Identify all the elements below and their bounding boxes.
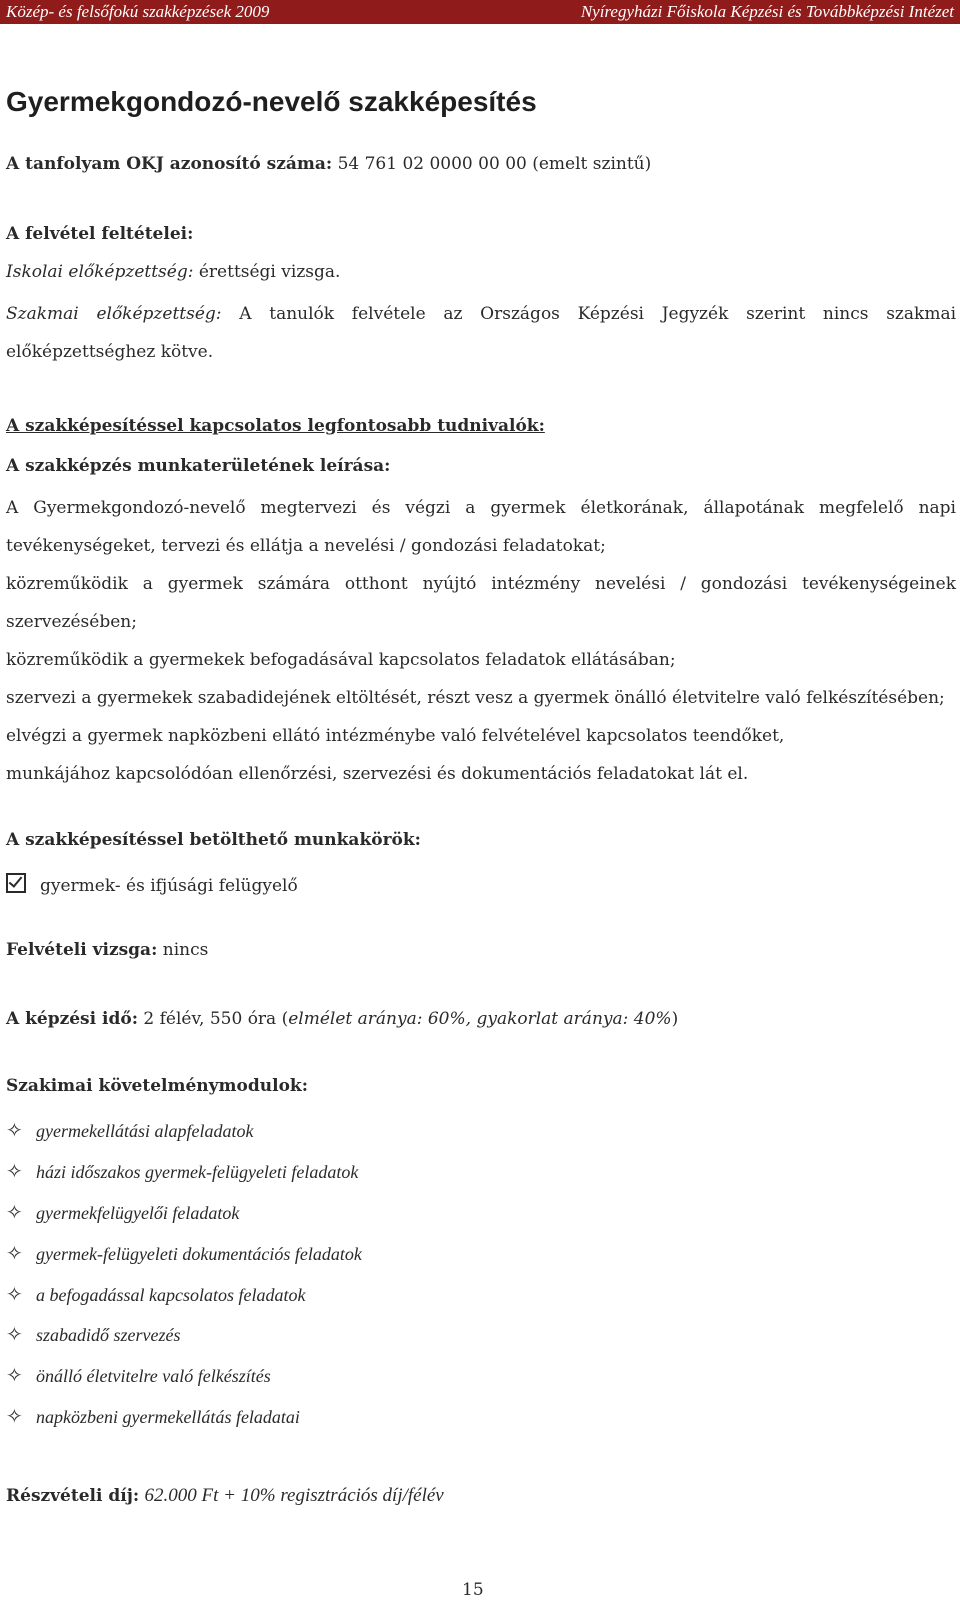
module-label: szabadidő szervezés xyxy=(36,1325,181,1345)
modules-heading: Szakimai követelménymodulok: xyxy=(6,1076,308,1096)
school-line xyxy=(6,262,340,282)
four-point-star-icon: ✧ xyxy=(6,1363,23,1387)
fee-line xyxy=(6,1486,444,1506)
page-number: 15 xyxy=(462,1580,484,1600)
exam-line xyxy=(6,940,208,960)
okj-value: 54 761 02 0000 00 00 (emelt szintű) xyxy=(337,154,652,174)
page-title: Gyermekgondozó-nevelő szakképesítés xyxy=(6,86,537,117)
info-paragraph: A Gyermekgondozó-nevelő megtervezi és végzi a gyermek életkorának, állapotának megfelelő napi tevékenységeket, tervezi és ellátja a nevelési / gondozási feladatokat; xyxy=(6,498,956,556)
duration-close: ) xyxy=(671,1009,679,1029)
module-item xyxy=(6,1118,253,1142)
module-label: gyermekellátási alapfeladatok xyxy=(36,1121,254,1141)
prof-label: Szakmai előképzettség: xyxy=(6,304,222,324)
info-paragraph: szervezi a gyermekek szabadidejének eltöltését, részt vesz a gyermek önálló életvitelre való felkészítésében; xyxy=(6,688,945,708)
four-point-star-icon: ✧ xyxy=(6,1159,23,1183)
module-label: gyermekfelügyelői feladatok xyxy=(36,1203,240,1223)
exam-label: Felvételi vizsga: xyxy=(6,940,158,960)
fee-value: 62.000 Ft + 10% regisztrációs díj/félév xyxy=(144,1485,444,1506)
four-point-star-icon: ✧ xyxy=(6,1241,23,1265)
okj-label: A tanfolyam OKJ azonosító száma: xyxy=(6,154,333,174)
fee-label: Részvételi díj: xyxy=(6,1486,140,1506)
jobs-heading: A szakképesítéssel betölthető munkakörök: xyxy=(6,830,421,850)
info-heading: A szakképesítéssel kapcsolatos legfontosabb tudnivalók: xyxy=(6,416,545,436)
module-label: házi időszakos gyermek-felügyeleti feladatok xyxy=(36,1162,359,1182)
module-item xyxy=(6,1159,358,1183)
duration-open: ( xyxy=(281,1009,289,1029)
school-label: Iskolai előképzettség: xyxy=(6,262,194,282)
duration-line xyxy=(6,1009,678,1029)
module-label: napközbeni gyermekellátás feladatai xyxy=(36,1407,300,1427)
header-right: Nyíregyházi Főiskola Képzési és Továbbképzési Intézet xyxy=(580,2,954,21)
module-item xyxy=(6,1282,305,1306)
module-item xyxy=(6,1322,181,1346)
jobs-item-label: gyermek- és ifjúsági felügyelő xyxy=(40,876,298,896)
four-point-star-icon: ✧ xyxy=(6,1118,23,1142)
four-point-star-icon: ✧ xyxy=(6,1322,23,1346)
info-paragraph: közreműködik a gyermekek befogadásával kapcsolatos feladatok ellátásában; xyxy=(6,650,676,670)
duration-value: 2 félév, 550 óra xyxy=(143,1009,277,1029)
module-item xyxy=(6,1241,362,1265)
module-item xyxy=(6,1404,300,1428)
page-header xyxy=(0,0,960,24)
four-point-star-icon: ✧ xyxy=(6,1404,23,1428)
jobs-item xyxy=(6,873,298,896)
info-subheading: A szakképzés munkaterületének leírása: xyxy=(6,456,391,476)
info-paragraph: elvégzi a gyermek napközbeni ellátó intézménybe való felvételével kapcsolatos teendőket, xyxy=(6,726,785,746)
header-left: Közép- és felsőfokú szakképzések 2009 xyxy=(6,2,270,21)
prof-line xyxy=(6,295,956,371)
four-point-star-icon: ✧ xyxy=(6,1282,23,1306)
info-paragraph: munkájához kapcsolódóan ellenőrzési, szervezési és dokumentációs feladatokat lát el. xyxy=(6,764,749,784)
exam-value: nincs xyxy=(162,940,209,960)
module-item xyxy=(6,1200,239,1224)
four-point-star-icon: ✧ xyxy=(6,1200,23,1224)
module-item xyxy=(6,1363,271,1387)
okj-line xyxy=(6,154,651,174)
admission-heading: A felvétel feltételei: xyxy=(6,224,194,244)
checked-box-icon xyxy=(6,873,26,893)
prof-value: A tanulók felvétele az Országos Képzési Jegyzék szerint nincs szakmai előképzettséghez kötve. xyxy=(6,304,957,362)
info-paragraph: közreműködik a gyermek számára otthont nyújtó intézmény nevelési / gondozási tevékenységeinek szervezésében; xyxy=(6,574,956,632)
duration-theory: elmélet aránya: 60%, gyakorlat aránya: 40% xyxy=(288,1009,672,1029)
module-label: a befogadással kapcsolatos feladatok xyxy=(36,1285,306,1305)
school-value: érettségi vizsga. xyxy=(198,262,341,282)
module-label: gyermek-felügyeleti dokumentációs feladatok xyxy=(36,1244,362,1264)
duration-label: A képzési idő: xyxy=(6,1009,138,1029)
module-label: önálló életvitelre való felkészítés xyxy=(36,1366,271,1386)
